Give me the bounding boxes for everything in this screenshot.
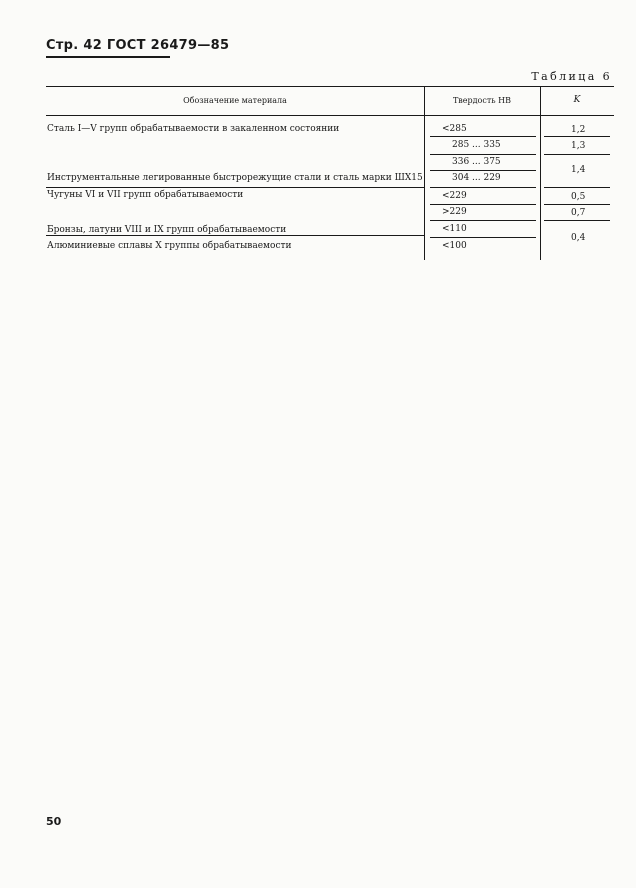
row-rule bbox=[430, 154, 536, 155]
row-rule bbox=[544, 154, 610, 155]
hardness-value: <100 bbox=[442, 241, 467, 251]
k-value: 0,4 bbox=[571, 233, 586, 243]
column-header-material: Обозначение материала bbox=[183, 96, 287, 105]
k-value: 1,4 bbox=[571, 165, 586, 175]
row-rule bbox=[544, 187, 610, 188]
column-divider bbox=[424, 86, 425, 260]
material-steel: Сталь I—V групп обрабатываемости в закаленном состоянии bbox=[47, 124, 340, 134]
hardness-value: <229 bbox=[442, 191, 467, 201]
row-rule bbox=[544, 220, 610, 221]
hardness-value: 285 ... 335 bbox=[452, 140, 501, 150]
header-underline bbox=[46, 56, 170, 58]
k-value: 0,7 bbox=[571, 208, 586, 218]
material-aluminium: Алюминиевые сплавы X группы обрабатываемости bbox=[47, 241, 292, 251]
page-header: Стр. 42 ГОСТ 26479—85 bbox=[46, 38, 230, 53]
row-rule bbox=[430, 187, 536, 188]
row-rule bbox=[430, 170, 536, 171]
row-rule bbox=[430, 204, 536, 205]
row-rule bbox=[46, 235, 424, 236]
hardness-value: 336 ... 375 bbox=[452, 157, 501, 167]
row-rule bbox=[430, 220, 536, 221]
column-header-hardness: Твердость НВ bbox=[452, 96, 512, 105]
hardness-value: <285 bbox=[442, 124, 467, 134]
row-rule bbox=[544, 204, 610, 205]
k-value: 0,5 bbox=[571, 192, 586, 202]
table-caption: Таблица 6 bbox=[531, 70, 612, 83]
column-header-k: K bbox=[573, 95, 581, 105]
material-bronze: Бронзы, латуни VIII и IX групп обрабатываемости bbox=[47, 225, 287, 235]
column-divider bbox=[540, 86, 541, 260]
page-number: 50 bbox=[46, 815, 62, 828]
row-rule bbox=[46, 187, 424, 188]
hardness-table bbox=[46, 86, 614, 262]
row-rule bbox=[430, 136, 536, 137]
header-bottom-rule bbox=[46, 115, 614, 116]
hardness-value: 304 ... 229 bbox=[452, 173, 501, 183]
row-rule bbox=[430, 237, 536, 238]
hardness-value: >229 bbox=[442, 207, 467, 217]
k-value: 1,3 bbox=[571, 141, 586, 151]
hardness-value: <110 bbox=[442, 224, 467, 234]
k-value: 1,2 bbox=[571, 125, 586, 135]
table-top-rule bbox=[46, 86, 614, 87]
row-rule bbox=[544, 136, 610, 137]
material-cast-iron: Чугуны VI и VII групп обрабатываемости bbox=[47, 190, 244, 200]
material-tool-steel: Инструментальные легированные быстрорежущие стали и сталь марки ШХ15 bbox=[47, 173, 423, 183]
